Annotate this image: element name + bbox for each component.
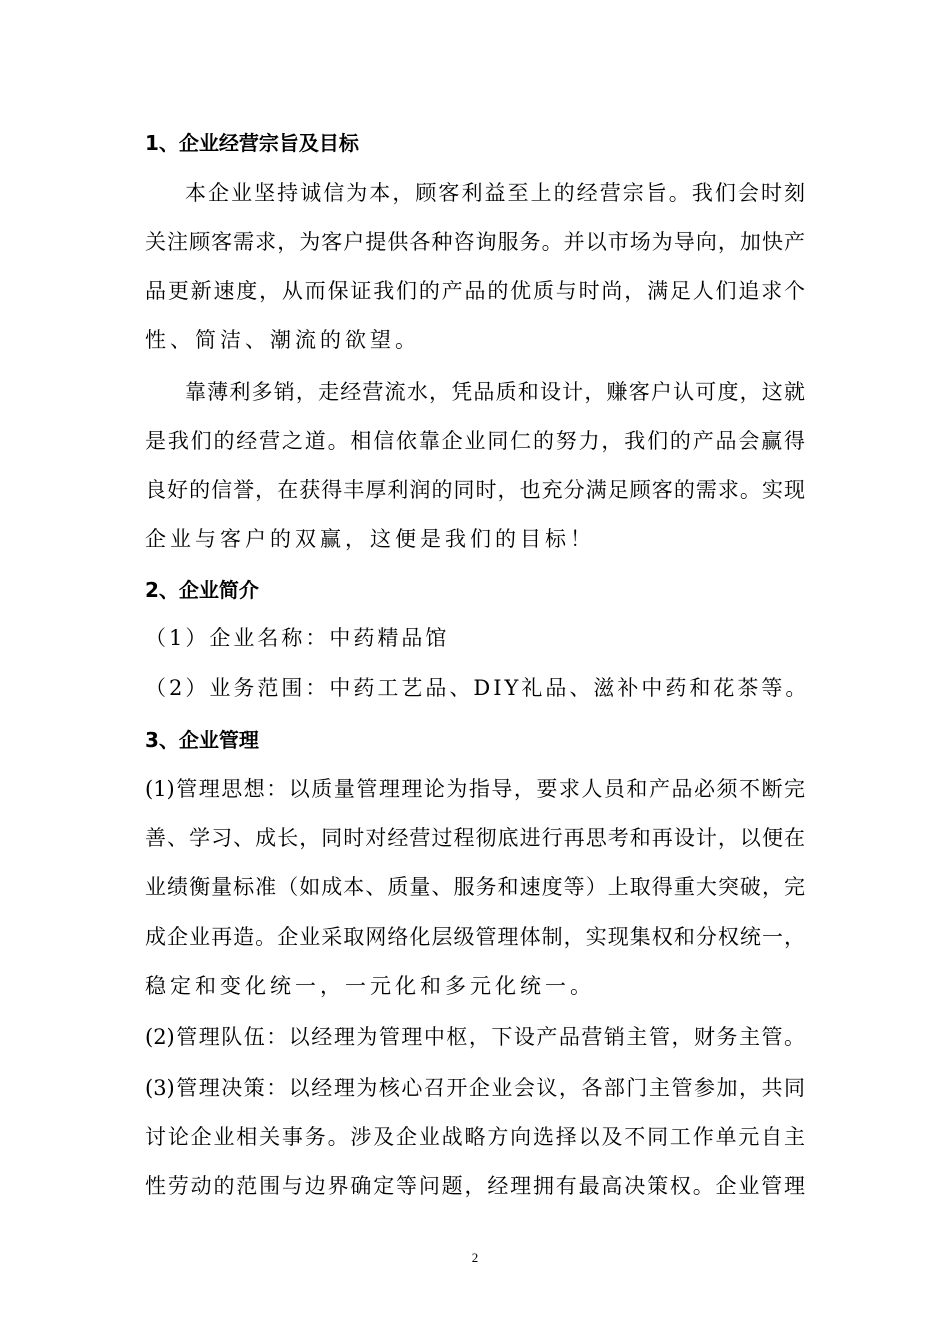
paragraph-line: 成企业再造。企业采取网络化层级管理体制，实现集权和分权统一， [145,925,805,949]
paragraph-line: 善、学习、成长，同时对经营过程彻底进行再思考和再设计，以便在 [145,826,805,850]
paragraph-line: 靠薄利多销，走经营流水，凭品质和设计，赚客户认可度，这就 [185,380,805,404]
paragraph-line: 性、简洁、潮流的欲望。 [145,328,420,352]
paragraph-line: 讨论企业相关事务。涉及企业战略方向选择以及不同工作单元自主 [145,1125,805,1149]
section-2-heading: 2、企业简介 [145,578,259,602]
paragraph-line: 稳定和变化统一，一元化和多元化统一。 [145,974,595,998]
section-3-heading: 3、企业管理 [145,728,259,752]
paragraph-line: (3)管理决策：以经理为核心召开企业会议，各部门主管参加，共同 [145,1076,805,1100]
paragraph-line: (1)管理思想：以质量管理理论为指导，要求人员和产品必须不断完 [145,777,805,801]
paragraph-line: (2)管理队伍：以经理为管理中枢，下设产品营销主管，财务主管。 [145,1025,805,1049]
list-item: （2）业务范围：中药工艺品、DIY礼品、滋补中药和花茶等。 [145,676,810,700]
paragraph-line: 良好的信誉，在获得丰厚利润的同时，也充分满足顾客的需求。实现 [145,478,805,502]
paragraph-line: 性劳动的范围与边界确定等问题，经理拥有最高决策权。企业管理 [145,1174,805,1198]
list-item: （1）企业名称：中药精品馆 [145,626,450,650]
paragraph-line: 品更新速度，从而保证我们的产品的优质与时尚，满足人们追求个 [145,279,805,303]
paragraph-line: 业绩衡量标准（如成本、质量、服务和速度等）上取得重大突破，完 [145,875,805,899]
paragraph-line: 是我们的经营之道。相信依靠企业同仁的努力，我们的产品会赢得 [145,429,805,453]
paragraph-line: 关注顾客需求，为客户提供各种咨询服务。并以市场为导向，加快产 [145,230,805,254]
section-1-heading: 1、企业经营宗旨及目标 [145,131,359,155]
page-number: 2 [471,1250,479,1265]
paragraph-line: 企业与客户的双赢，这便是我们的目标！ [145,527,595,551]
paragraph-line: 本企业坚持诚信为本，顾客利益至上的经营宗旨。我们会时刻 [185,181,805,205]
